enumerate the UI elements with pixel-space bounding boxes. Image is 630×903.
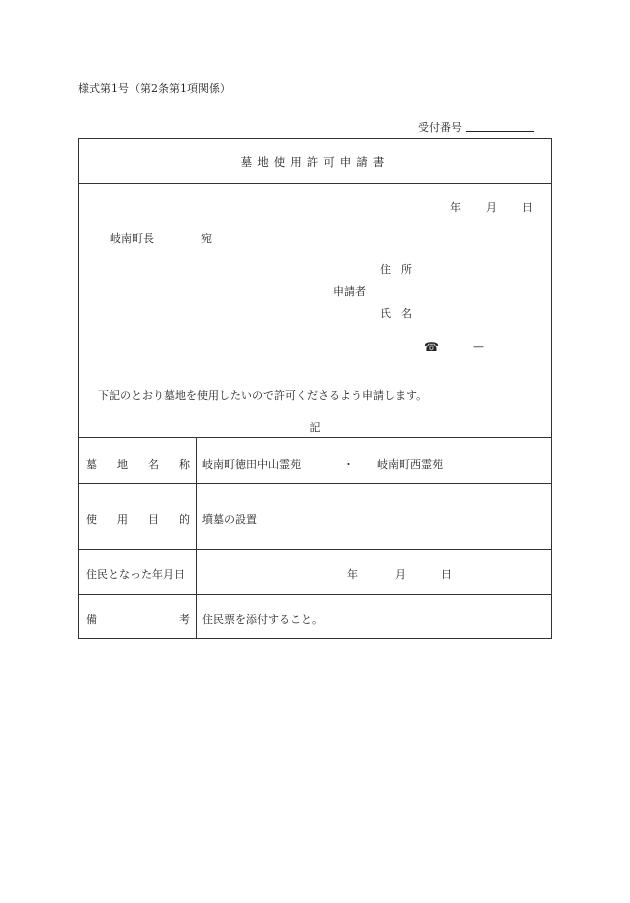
name-label-char: 名 <box>401 307 422 320</box>
row-label-char: 使 <box>86 513 97 526</box>
title-char: 可 <box>323 155 340 169</box>
title-char: 使 <box>273 155 291 169</box>
row-label-char: 地 <box>117 458 128 471</box>
title-char: 申 <box>339 155 357 169</box>
title-char: 書 <box>372 155 390 169</box>
form-title <box>78 154 552 170</box>
row-label-text: 住民となった年月日 <box>86 568 185 581</box>
option-separator: ・ <box>343 458 354 471</box>
address-label <box>380 261 422 277</box>
row-label-char: 称 <box>179 458 190 471</box>
row-label-remarks <box>86 611 190 627</box>
title-char: 墓 <box>240 155 258 169</box>
receipt-number-field[interactable] <box>466 131 534 132</box>
residency-month-label: 月 <box>395 568 406 581</box>
row-label-cemetery-name <box>86 456 190 472</box>
divider <box>78 549 552 550</box>
row-label-char: 備 <box>86 613 97 626</box>
phone-separator: — <box>473 340 484 353</box>
row-label-char: 用 <box>117 513 128 526</box>
name-label <box>380 305 422 321</box>
form-number: 様式第1号（第2条第1項関係） <box>78 82 231 95</box>
address-label-char: 所 <box>401 263 422 276</box>
date-month-label: 月 <box>486 201 497 214</box>
address-label-char: 住 <box>380 263 401 276</box>
date-year-label: 年 <box>450 201 461 214</box>
addressee-suffix: 宛 <box>201 232 212 245</box>
cemetery-option-nakayama[interactable]: 岐南町徳田中山霊苑 <box>202 458 301 471</box>
row-label-char: 墓 <box>86 458 97 471</box>
addressee-name: 岐南町長 <box>110 232 154 245</box>
receipt-number-label: 受付番号 <box>418 121 462 134</box>
row-label-char: 的 <box>179 513 190 526</box>
phone-icon: ☎ <box>424 340 439 354</box>
applicant-label: 申請者 <box>333 285 366 298</box>
divider <box>78 594 552 595</box>
ki-heading: 記 <box>309 421 321 434</box>
divider <box>78 483 552 484</box>
divider <box>78 183 552 184</box>
title-char: 地 <box>257 155 274 169</box>
application-statement: 下記のとおり墓地を使用したいので許可くださるよう申請します。 <box>98 389 428 402</box>
row-label-char: 考 <box>179 613 190 626</box>
residency-year-label: 年 <box>347 568 358 581</box>
title-char: 用 <box>290 155 307 169</box>
purpose-value: 墳墓の設置 <box>202 513 257 526</box>
row-label-char: 目 <box>148 513 159 526</box>
remarks-value: 住民票を添付すること。 <box>202 613 323 626</box>
title-char: 請 <box>356 155 373 169</box>
row-label-char: 名 <box>148 458 159 471</box>
column-divider <box>196 437 197 639</box>
name-label-char: 氏 <box>380 307 401 320</box>
cemetery-option-nishi[interactable]: 岐南町西霊苑 <box>377 458 443 471</box>
date-day-label: 日 <box>522 201 533 214</box>
row-label-purpose <box>86 511 190 527</box>
divider <box>78 437 552 438</box>
row-label-residency-date <box>86 566 190 582</box>
residency-day-label: 日 <box>441 568 452 581</box>
title-char: 許 <box>306 155 324 169</box>
